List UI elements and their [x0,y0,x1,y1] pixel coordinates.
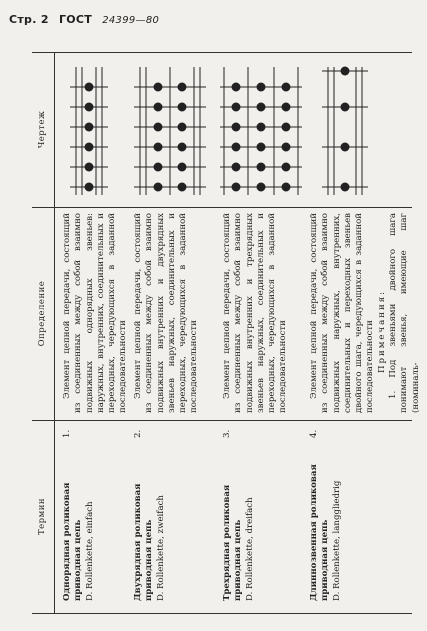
row-3-definition-text: Элемент цепной передачи, состоящий из соединенных между собой взаимно подвижных внутренних и трехрядных звеньев наружных, соединительных и переходных, чередующихся в заданной последовательности [222,213,289,413]
column-header-term-label: Термин [37,497,48,536]
row-2-number: 2. [133,429,143,438]
row-1-term-ru: Однорядная роликовая приводная цепь [62,482,84,601]
row-3-term-de: D. Rollenkette, dreifach [244,497,255,601]
row-4-note-heading: Примечания: [376,289,387,373]
row-2-term [133,441,167,601]
row-4-definition [309,213,422,413]
column-header-term [32,420,54,613]
single-row-chain-drawing [58,61,120,201]
row-4-term-de: D. Rollenkette, langgliedrig [331,480,342,601]
row-2-term-de: D. Rollenkette, zweifach [155,495,166,601]
row-4-term-ru: Длиннозвенная роликовая приводная цепь [309,464,331,601]
row-3-drawing [218,61,304,201]
row-3-number: 3. [222,429,232,438]
row-3-term-ru: Трехрядная роликовая приводная цепь [222,484,244,601]
row-1-number: 1. [62,429,72,438]
page-number: Стр. 2 [9,13,49,26]
column-header-drawing [32,52,54,207]
rotated-table [32,53,421,613]
row-3-definition [222,213,290,413]
row-1-drawing [58,61,120,201]
row-1-term [62,441,96,601]
column-header-definition-label: Определение [37,280,48,347]
row-1-definition-text: Элемент цепной передачи, состоящий из соединенных между собой взаимно подвижных однорядных звеньев: наружных, внутренних, соединительных и переходных, чередующихся в заданной последовательности [62,213,129,413]
row-2-term-ru: Двухрядная роликовая приводная цепь [133,483,155,601]
row-4-definition-text: Элемент цепной передачи, состоящий из соединенных между собой взаимно подвижных наружных, внутренних, соединительных и переходных звеньев двойного шага, чередующихся в заданной последовательности [309,213,376,413]
column-header-drawing-label: Чертеж [37,110,48,149]
row-4-term [309,441,343,601]
row-2-drawing [130,61,210,201]
column-header-definition [32,207,54,420]
standard-label: ГОСТ [58,13,93,26]
row-4-note-1: 1. Под звеньями двойного шага понимают звенья, имеющие шаг (номиналь- [388,213,421,413]
row-3-term [222,441,256,601]
standard-number: 24399—80 [102,15,160,26]
double-row-chain-drawing [130,61,210,201]
page-header [9,13,165,26]
row-1-term-de: D. Rollenkette, einfach [84,501,95,601]
row-1-definition [62,213,130,413]
row-4-number: 4. [309,429,319,438]
long-link-chain-drawing [314,61,376,201]
row-2-definition [133,213,201,413]
row-2-definition-text: Элемент цепной передачи, состоящий из соединенных между собой взаимно подвижных внутренних и двухрядных звеньев наружных, соединительных и переходных, чередующихся в заданной последовательности [133,213,200,413]
row-4-drawing [314,61,376,201]
table-border-bottom [32,613,412,614]
triple-row-chain-drawing [218,61,304,201]
